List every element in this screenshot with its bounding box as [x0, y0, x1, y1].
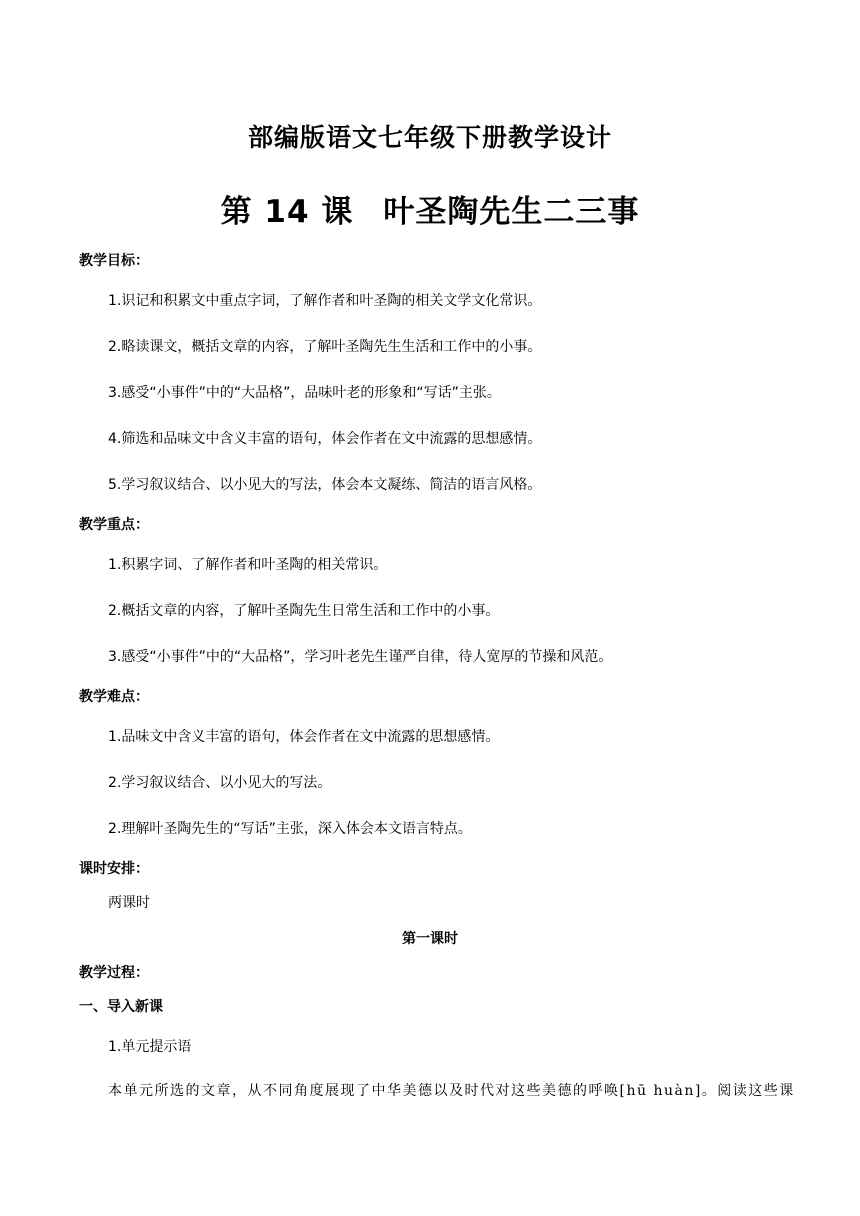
- body-paragraph: 本单元所选的文章，从不同角度展现了中华美德以及时代对这些美德的呼唤[hū huàn]。阅读这些课: [108, 1083, 795, 1099]
- objective-item: 3.感受“小事件”中的“大品格”，品味叶老的形象和“写话”主张。: [108, 385, 501, 401]
- difficulties-heading: 教学难点：: [79, 689, 149, 705]
- objective-item: 5.学习叙议结合、以小见大的写法，体会本文凝练、简洁的语言风格。: [108, 477, 542, 493]
- objective-item: 2.略读课文，概括文章的内容，了解叶圣陶先生生活和工作中的小事。: [108, 339, 542, 355]
- difficulty-item: 1.品味文中含义丰富的语句，体会作者在文中流露的思想感情。: [108, 729, 500, 745]
- subsection-heading: 1.单元提示语: [108, 1039, 192, 1055]
- objective-item: 1.识记和积累文中重点字词，了解作者和叶圣陶的相关文学文化常识。: [108, 293, 542, 309]
- lesson-title: [0, 186, 860, 231]
- difficulty-item: 2.学习叙议结合、以小见大的写法。: [108, 775, 332, 791]
- objectives-heading: 教学目标：: [79, 253, 149, 269]
- schedule-value: 两课时: [108, 895, 150, 911]
- difficulty-item: 2.理解叶圣陶先生的“写话”主张，深入体会本文语言特点。: [108, 821, 472, 837]
- document-title: 部编版语文七年级下册教学设计: [247, 123, 612, 152]
- period-title: 第一课时: [402, 931, 458, 947]
- key-point-item: 2.概括文章的内容，了解叶圣陶先生日常生活和工作中的小事。: [108, 603, 500, 619]
- key-point-item: 1.积累字词、了解作者和叶圣陶的相关常识。: [108, 557, 388, 573]
- section-heading: 一、导入新课: [79, 999, 163, 1015]
- objective-item: 4.筛选和品味文中含义丰富的语句，体会作者在文中流露的思想感情。: [108, 431, 542, 447]
- schedule-heading: 课时安排：: [79, 861, 149, 877]
- key-points-heading: 教学重点：: [79, 517, 149, 533]
- lesson-name: 叶圣陶先生二三事: [383, 194, 640, 230]
- lesson-number: 第 14 课: [220, 194, 354, 230]
- key-point-item: 3.感受“小事件”中的“大品格”，学习叶老先生谨严自律，待人宽厚的节操和风范。: [108, 649, 613, 665]
- process-heading: 教学过程：: [79, 965, 149, 981]
